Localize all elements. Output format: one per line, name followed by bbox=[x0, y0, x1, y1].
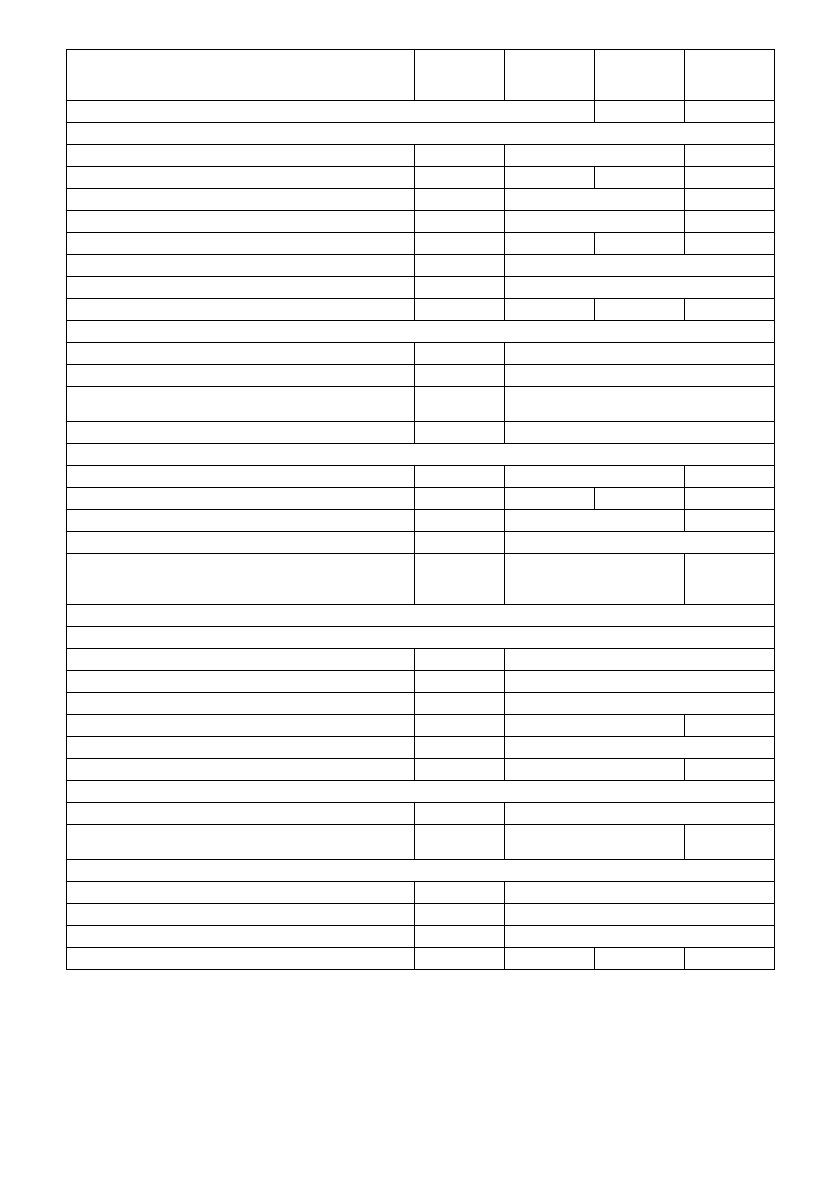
table-cell bbox=[595, 299, 685, 321]
table-row bbox=[67, 627, 775, 649]
table-cell bbox=[415, 715, 505, 737]
table-cell bbox=[67, 189, 415, 211]
table-cell bbox=[505, 233, 595, 255]
table-row bbox=[67, 321, 775, 343]
table-cell bbox=[67, 50, 415, 101]
table-cell bbox=[415, 904, 505, 926]
table-cell bbox=[67, 860, 775, 882]
table-row bbox=[67, 649, 775, 671]
table-row bbox=[67, 693, 775, 715]
table-cell bbox=[505, 825, 685, 860]
table-cell bbox=[505, 693, 775, 715]
table-cell bbox=[505, 167, 595, 189]
table-cell bbox=[67, 532, 415, 554]
table-cell bbox=[505, 211, 685, 233]
table-cell bbox=[67, 123, 775, 145]
table-row bbox=[67, 532, 775, 554]
table-cell bbox=[505, 948, 595, 970]
table-cell bbox=[505, 554, 685, 605]
table-cell bbox=[685, 825, 775, 860]
table-cell bbox=[415, 759, 505, 781]
table-cell bbox=[67, 488, 415, 510]
table-cell bbox=[505, 803, 775, 825]
table-row bbox=[67, 277, 775, 299]
table-row bbox=[67, 466, 775, 488]
table-cell bbox=[415, 926, 505, 948]
table-cell bbox=[67, 365, 415, 387]
table-row bbox=[67, 825, 775, 860]
table-cell bbox=[505, 50, 595, 101]
table-cell bbox=[67, 605, 775, 627]
table-cell bbox=[415, 343, 505, 365]
table-row bbox=[67, 488, 775, 510]
table-row bbox=[67, 926, 775, 948]
table-cell bbox=[67, 904, 415, 926]
table-cell bbox=[415, 211, 505, 233]
table-cell bbox=[67, 948, 415, 970]
table-row bbox=[67, 554, 775, 605]
table-cell bbox=[685, 759, 775, 781]
table-cell bbox=[505, 145, 685, 167]
table-cell bbox=[67, 255, 415, 277]
table-cell bbox=[685, 167, 775, 189]
table-cell bbox=[415, 255, 505, 277]
table-cell bbox=[685, 948, 775, 970]
table-row bbox=[67, 759, 775, 781]
table-cell bbox=[505, 759, 685, 781]
table-cell bbox=[67, 825, 415, 860]
table-cell bbox=[595, 101, 685, 123]
table-cell bbox=[67, 926, 415, 948]
table-row bbox=[67, 422, 775, 444]
table-cell bbox=[67, 671, 415, 693]
table-cell bbox=[415, 882, 505, 904]
table-row bbox=[67, 167, 775, 189]
table-cell bbox=[685, 145, 775, 167]
table-cell bbox=[67, 145, 415, 167]
table-cell bbox=[505, 926, 775, 948]
table-row bbox=[67, 299, 775, 321]
table-cell bbox=[67, 715, 415, 737]
table-row bbox=[67, 50, 775, 101]
table-cell bbox=[685, 510, 775, 532]
table-row bbox=[67, 343, 775, 365]
table-body bbox=[67, 50, 775, 970]
document-table bbox=[66, 49, 775, 970]
table-cell bbox=[505, 365, 775, 387]
table-cell bbox=[415, 649, 505, 671]
table-cell bbox=[505, 510, 685, 532]
table-cell bbox=[505, 299, 595, 321]
table-row bbox=[67, 904, 775, 926]
table-row bbox=[67, 365, 775, 387]
table-cell bbox=[685, 233, 775, 255]
table-cell bbox=[67, 554, 415, 605]
table-cell bbox=[505, 671, 775, 693]
table-cell bbox=[67, 649, 415, 671]
table-cell bbox=[415, 532, 505, 554]
table-cell bbox=[505, 466, 685, 488]
table-cell bbox=[685, 299, 775, 321]
table-cell bbox=[415, 365, 505, 387]
table-cell bbox=[685, 189, 775, 211]
table-row bbox=[67, 860, 775, 882]
table-cell bbox=[67, 321, 775, 343]
table-cell bbox=[505, 189, 685, 211]
table-row bbox=[67, 803, 775, 825]
table-cell bbox=[415, 737, 505, 759]
table-row bbox=[67, 101, 775, 123]
table-cell bbox=[505, 488, 595, 510]
table-cell bbox=[67, 277, 415, 299]
table-cell bbox=[67, 882, 415, 904]
table-cell bbox=[505, 649, 775, 671]
table-cell bbox=[415, 488, 505, 510]
table-cell bbox=[415, 948, 505, 970]
table-cell bbox=[505, 387, 775, 422]
table-row bbox=[67, 123, 775, 145]
table-cell bbox=[415, 299, 505, 321]
table-row bbox=[67, 882, 775, 904]
table-cell bbox=[67, 444, 775, 466]
table-cell bbox=[67, 737, 415, 759]
table-cell bbox=[67, 167, 415, 189]
table-cell bbox=[505, 343, 775, 365]
table-cell bbox=[415, 233, 505, 255]
table-cell bbox=[67, 343, 415, 365]
table-row bbox=[67, 715, 775, 737]
table-cell bbox=[685, 211, 775, 233]
table-cell bbox=[67, 387, 415, 422]
table-cell bbox=[595, 50, 685, 101]
table-cell bbox=[67, 299, 415, 321]
table-cell bbox=[415, 145, 505, 167]
table-cell bbox=[415, 466, 505, 488]
table-cell bbox=[685, 554, 775, 605]
table-cell bbox=[67, 101, 595, 123]
table-cell bbox=[505, 532, 775, 554]
table-row bbox=[67, 387, 775, 422]
table-cell bbox=[67, 781, 775, 803]
table-cell bbox=[415, 825, 505, 860]
table-cell bbox=[67, 759, 415, 781]
table-cell bbox=[415, 277, 505, 299]
table-cell bbox=[685, 715, 775, 737]
table-row bbox=[67, 737, 775, 759]
table-row bbox=[67, 671, 775, 693]
table-cell bbox=[505, 715, 685, 737]
table-cell bbox=[415, 803, 505, 825]
table-cell bbox=[685, 488, 775, 510]
table-cell bbox=[415, 554, 505, 605]
table-cell bbox=[415, 693, 505, 715]
table-row bbox=[67, 444, 775, 466]
table-row bbox=[67, 145, 775, 167]
table-cell bbox=[67, 803, 415, 825]
table-cell bbox=[67, 466, 415, 488]
table-row bbox=[67, 189, 775, 211]
table-cell bbox=[67, 627, 775, 649]
table-cell bbox=[505, 882, 775, 904]
table-row bbox=[67, 211, 775, 233]
table-row bbox=[67, 948, 775, 970]
table-row bbox=[67, 605, 775, 627]
table-cell bbox=[595, 167, 685, 189]
table-cell bbox=[595, 948, 685, 970]
table-row bbox=[67, 233, 775, 255]
table-cell bbox=[67, 693, 415, 715]
table-cell bbox=[505, 737, 775, 759]
table-cell bbox=[67, 211, 415, 233]
table-cell bbox=[415, 422, 505, 444]
table-cell bbox=[67, 422, 415, 444]
table-row bbox=[67, 510, 775, 532]
table-row bbox=[67, 255, 775, 277]
table-cell bbox=[415, 387, 505, 422]
table-cell bbox=[505, 422, 775, 444]
table-cell bbox=[595, 488, 685, 510]
table-cell bbox=[505, 904, 775, 926]
table-cell bbox=[415, 671, 505, 693]
table-cell bbox=[685, 101, 775, 123]
table-cell bbox=[685, 50, 775, 101]
table-cell bbox=[67, 233, 415, 255]
table-cell bbox=[415, 167, 505, 189]
table-cell bbox=[505, 255, 775, 277]
table-cell bbox=[415, 510, 505, 532]
table-cell bbox=[595, 233, 685, 255]
table-cell bbox=[415, 50, 505, 101]
table-cell bbox=[685, 466, 775, 488]
table-cell bbox=[505, 277, 775, 299]
table-cell bbox=[67, 510, 415, 532]
table-row bbox=[67, 781, 775, 803]
table-cell bbox=[415, 189, 505, 211]
